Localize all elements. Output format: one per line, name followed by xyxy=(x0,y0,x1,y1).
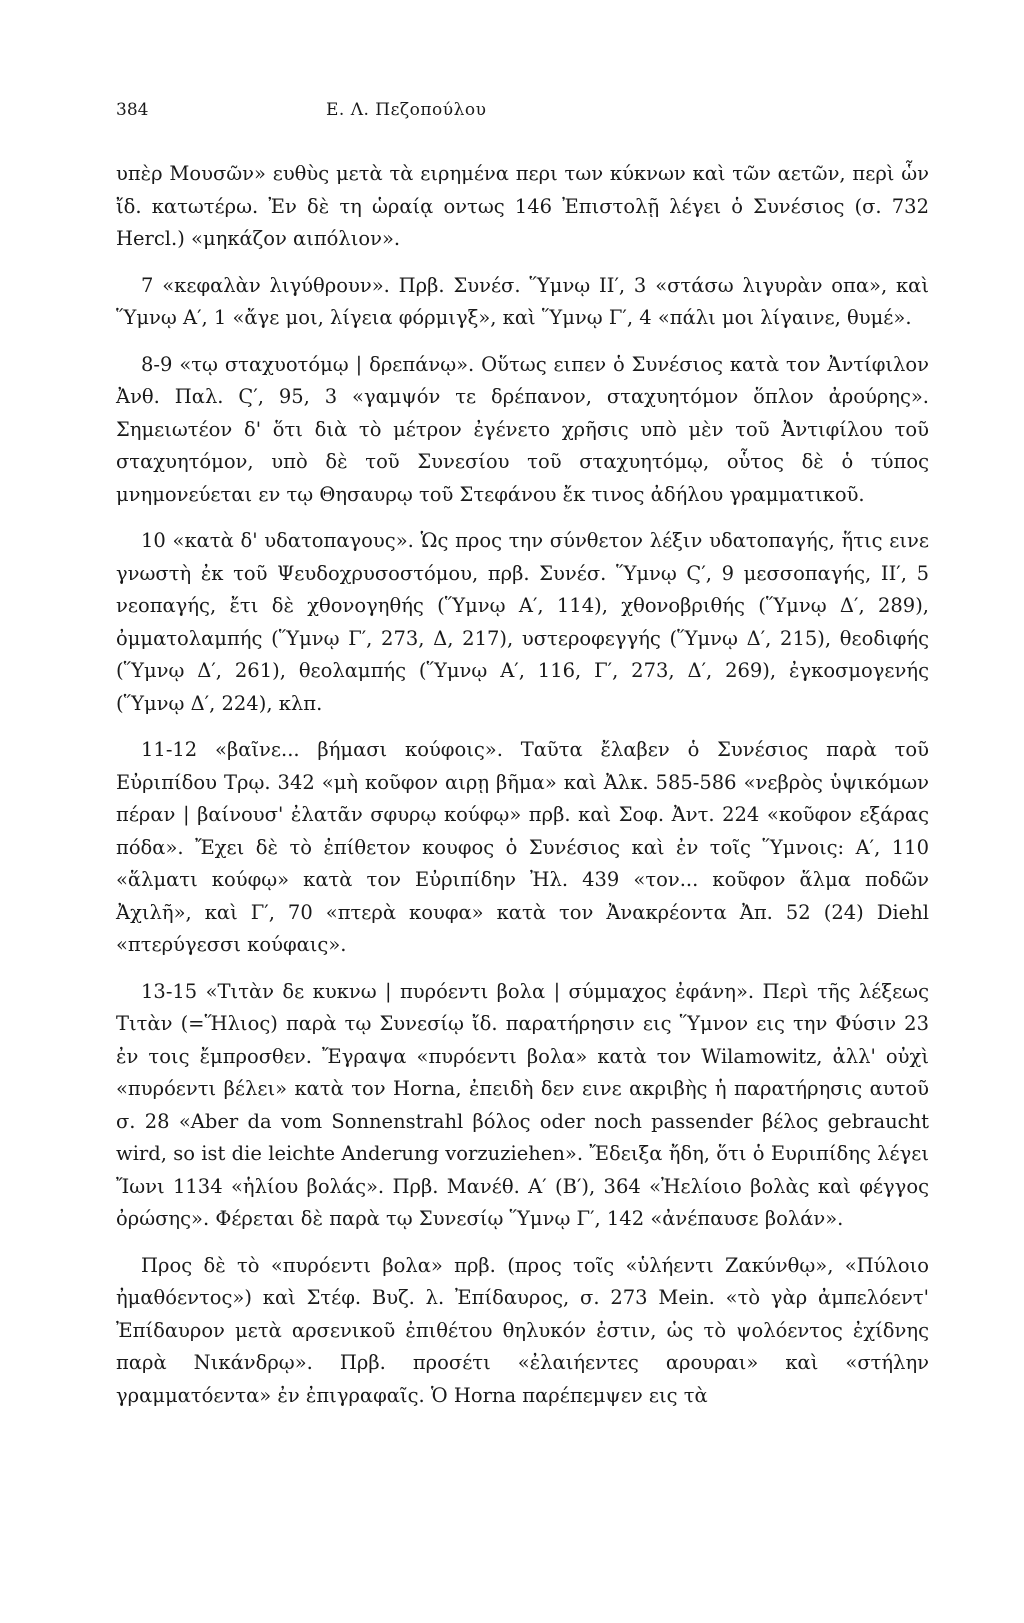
paragraph-continuation: υπὲρ Μουσῶν» ευθὺς μετὰ τὰ ειρημένα περι των κύκνων καὶ τῶν αετῶν, περὶ ὧν ἴδ. κατωτέρω. Ἐν δὲ τη ὡραίᾳ οντως 146 Ἐπιστολῇ λέγει ὁ Συνέσιος (σ. 732 Hercl.) «μηκάζον αιπόλιον». xyxy=(116,162,929,250)
paragraph-note-7: 7 «κεφαλὰν λιγύθρουν». Πρβ. Συνέσ. Ὕμνῳ ΙΙ′, 3 «στάσω λιγυρὰν οπα», καὶ Ὕμνῳ Α′, 1 «ἄγε μοι, λίγεια φόρμιγξ», καὶ Ὕμνῳ Γ′, 4 «πάλι μοι λίγαινε, θυμέ». xyxy=(116,273,929,329)
paragraph-note-8-9: 8-9 «τῳ σταχυοτόμῳ | δρεπάνῳ». Οὕτως ειπεν ὁ Συνέσιος κατὰ τον Ἀντίφιλον Ἀνθ. Παλ. Ϛ′, 95, 3 «γαμψόν τε δρέπανον, σταχυητόμον ὅπλον ἀρούρης». Σημειωτέον δ' ὅτι διὰ τὸ μέτρον ἐγένετο χρῆσις υπὸ μὲν τοῦ Ἀντιφίλου τοῦ σταχυητόμον, υπὸ δὲ τοῦ Συνεσίου τοῦ σταχυητόμῳ, οὗτος δὲ ὁ τύπος μνημονεύεται εν τῳ Θησαυρῳ τοῦ Στεφάνου ἔκ τινος ἀδήλου γραμματικοῦ. xyxy=(116,352,929,506)
page-number: 384 xyxy=(116,100,149,120)
paragraph-note-13-15: 13-15 «Τιτὰν δε κυκνω | πυρόεντι βολα | σύμμαχος ἐφάνη». Περὶ τῆς λέξεως Τιτὰν (=Ἥλιος) παρὰ τῳ Συνεσίῳ ἴδ. παρατήρησιν εις Ὕμνον εις την Φύσιν 23 ἐν τοις ἔμπροσθεν. Ἔγραψα «πυρόεντι βολα» κατὰ τον Wilamowitz, ἀλλ' οὐχὶ «πυρόεντι βέλει» κατὰ τον Horna, ἐπειδὴ δεν εινε ακριβὴς ἡ παρατήρησις αυτοῦ σ. 28 «Aber da vom Sonnenstrahl βόλος oder noch passender βέλος gebraucht wird, so ist die leichte Anderung vorzuziehen». Ἔδειξα ἤδη, ὅτι ὁ Ευριπίδης λέγει Ἴωνι 1134 «ἡλίου βολάς». Πρβ. Μανέθ. Α′ (Β′), 364 «Ἠελίοιο βολὰς καὶ φέγγος ὀρώσης». Φέρεται δὲ παρὰ τῳ Συνεσίῳ Ὕμνῳ Γ′, 142 «ἀνέπαυσε βολάν». xyxy=(116,979,929,1230)
running-head: Ε. Λ. Πεζοπούλου xyxy=(326,100,487,120)
page-header xyxy=(116,100,929,130)
commentary-body xyxy=(116,158,929,1426)
paragraph-note-11-12: 11-12 «βαῖνε... βήμασι κούφοις». Ταῦτα ἔλαβεν ὁ Συνέσιος παρὰ τοῦ Εὐριπίδου Τρῳ. 342 «μὴ κοῦφον αιρῃ βῆμα» καὶ Ἀλκ. 585-586 «νεβρὸς ὑψικόμων πέραν | βαίνουσ' ἐλατᾶν σφυρῳ κούφῳ» πρβ. καὶ Σοφ. Ἀντ. 224 «κοῦφον εξάρας πόδα». Ἔχει δὲ τὸ ἐπίθετον κουφος ὁ Συνέσιος καὶ ἐν τοῖς Ὕμνοις: Α′, 110 «ἅλματι κούφῳ» κατὰ τον Εὐριπίδην Ἠλ. 439 «τον... κοῦφον ἅλμα ποδῶν Ἀχιλῆ», καὶ Γ′, 70 «πτερὰ κουφα» κατὰ τον Ἀνακρέοντα Ἀπ. 52 (24) Diehl «πτερύγεσσι κούφαις». xyxy=(116,738,929,956)
paragraph-note-bola: Προς δὲ τὸ «πυρόεντι βολα» πρβ. (προς τοῖς «ὑλήεντι Ζακύνθῳ», «Πύλοιο ἠμαθόεντος») καὶ Στέφ. Βυζ. λ. Ἐπίδαυρος, σ. 273 Mein. «τὸ γὰρ ἀμπελόεντ' Ἐπίδαυρον μετὰ αρσενικοῦ ἐπιθέτου θηλυκόν ἐστιν, ὡς τὸ ψολόεντος ἐχίδνης παρὰ Νικάνδρῳ». Πρβ. προσέτι «ἐλαιήεντες αρουραι» καὶ «στήλην γραμματόεντα» ἐν ἐπιγραφαῖς. Ὁ Horna παρέπεμψεν εις τὰ xyxy=(116,1253,929,1407)
paragraph-note-10: 10 «κατὰ δ' υδατοπαγους». Ὡς προς την σύνθετον λέξιν υδατοπαγής, ἥτις εινε γνωστὴ ἐκ τοῦ Ψευδοχρυσοστόμου, πρβ. Συνέσ. Ὕμνῳ Ϛ′, 9 μεσσοπαγής, ΙΙ′, 5 νεοπαγής, ἔτι δὲ χθονογηθής (Ὕμνῳ Α′, 114), χθονοβριθής (Ὕμνῳ Δ′, 289), ὀμματολαμπής (Ὕμνῳ Γ′, 273, Δ, 217), υστεροφεγγής (Ὕμνῳ Δ′, 215), θεοδιφής (Ὕμνῳ Δ′, 261), θεολαμπής (Ὕμνῳ Α′, 116, Γ′, 273, Δ′, 269), ἐγκοσμογενής (Ὕμνῳ Δ′, 224), κλπ. xyxy=(116,529,929,715)
